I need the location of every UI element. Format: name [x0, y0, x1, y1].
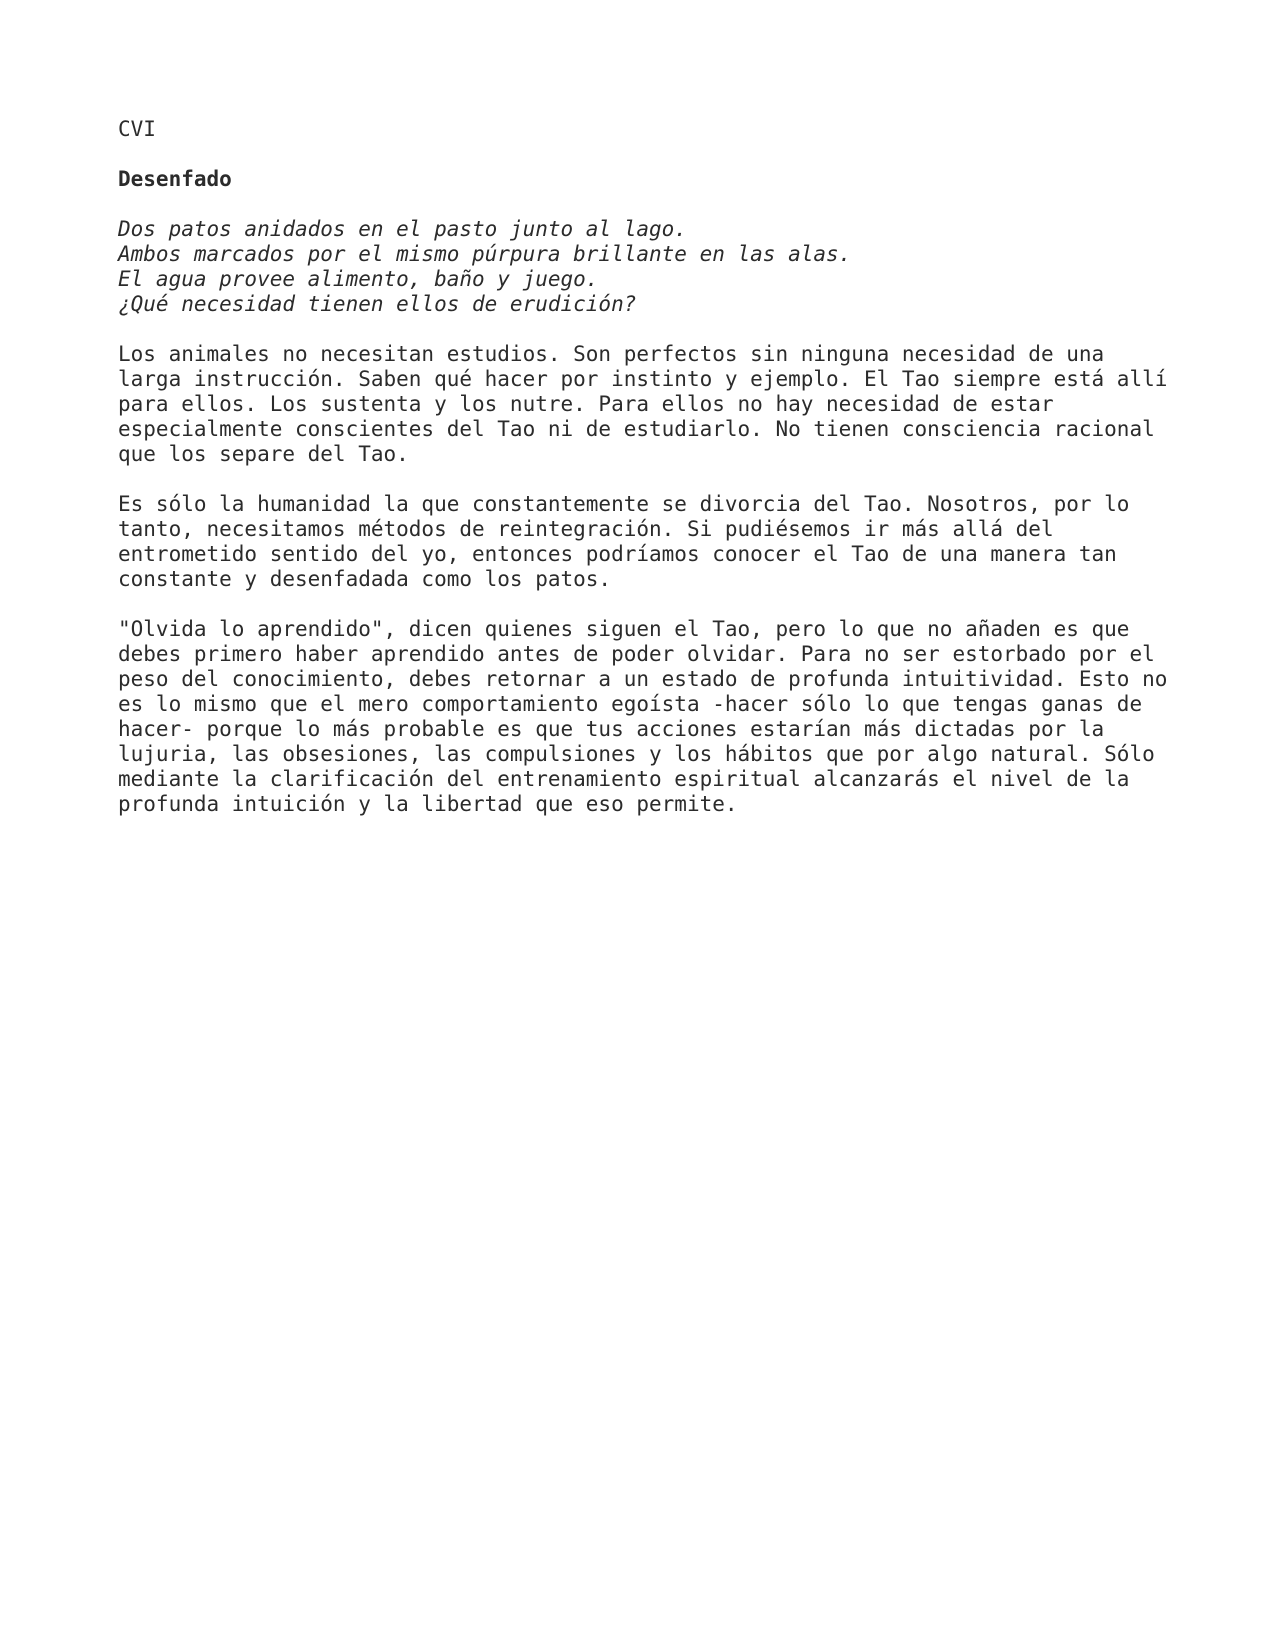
verse-line: El agua provee alimento, baño y juego.	[118, 267, 599, 291]
verse-line: Dos patos anidados en el pasto junto al lago.	[118, 217, 687, 241]
paragraph-line: peso del conocimiento, debes retornar a un estado de profunda intuitividad. Esto no	[118, 667, 1168, 691]
chapter-numeral: CVI	[118, 117, 156, 141]
paragraph-line: tanto, necesitamos métodos de reintegración. Si pudiésemos ir más allá del	[118, 517, 1054, 541]
paragraph-line: constante y desenfadada como los patos.	[118, 567, 612, 591]
paragraph-line: mediante la clarificación del entrenamiento espiritual alcanzarás el nivel de la	[118, 767, 1130, 791]
paragraph-animals	[118, 342, 1168, 467]
paragraph-forget	[118, 617, 1168, 817]
paragraph-line: larga instrucción. Saben qué hacer por instinto y ejemplo. El Tao siempre está allí	[118, 367, 1168, 391]
paragraph-line: "Olvida lo aprendido", dicen quienes siguen el Tao, pero lo que no añaden es que	[118, 617, 1130, 641]
paragraph-line: hacer- porque lo más probable es que tus acciones estarían más dictadas por la	[118, 717, 1105, 741]
chapter-title: Desenfado	[118, 167, 232, 191]
paragraph-humanity	[118, 492, 1168, 592]
paragraph-line: para ellos. Los sustenta y los nutre. Para ellos no hay necesidad de estar	[118, 392, 1054, 416]
paragraph-line: Los animales no necesitan estudios. Son perfectos sin ninguna necesidad de una	[118, 342, 1105, 366]
verse-line: Ambos marcados por el mismo púrpura brillante en las alas.	[118, 242, 852, 266]
paragraph-line: Es sólo la humanidad la que constantemente se divorcia del Tao. Nosotros, por lo	[118, 492, 1130, 516]
paragraph-line: lujuria, las obsesiones, las compulsiones y los hábitos que por algo natural. Sólo	[118, 742, 1155, 766]
paragraph-line: que los separe del Tao.	[118, 442, 409, 466]
paragraph-line: profunda intuición y la libertad que eso permite.	[118, 792, 738, 816]
verse-line: ¿Qué necesidad tienen ellos de erudición?	[118, 292, 637, 316]
verse-block	[118, 217, 1168, 317]
paragraph-line: entrometido sentido del yo, entonces podríamos conocer el Tao de una manera tan	[118, 542, 1117, 566]
paragraph-line: especialmente conscientes del Tao ni de estudiarlo. No tienen consciencia racional	[118, 417, 1155, 441]
document-page	[118, 117, 1168, 842]
paragraph-line: debes primero haber aprendido antes de poder olvidar. Para no ser estorbado por el	[118, 642, 1155, 666]
paragraph-line: es lo mismo que el mero comportamiento egoísta -hacer sólo lo que tengas ganas de	[118, 692, 1143, 716]
